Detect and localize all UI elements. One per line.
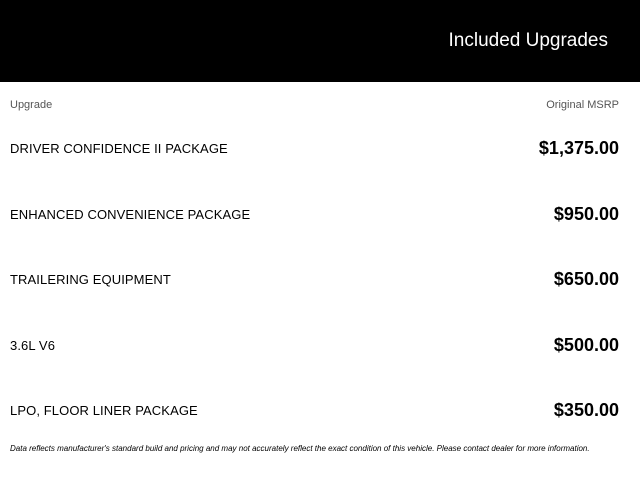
column-header-upgrade: Upgrade xyxy=(10,99,53,111)
upgrade-name: DRIVER CONFIDENCE II PACKAGE xyxy=(10,141,228,157)
upgrade-row xyxy=(10,313,619,379)
column-header-msrp: Original MSRP xyxy=(546,99,619,111)
upgrade-name: 3.6L V6 xyxy=(10,337,56,353)
upgrade-name: TRAILERING EQUIPMENT xyxy=(10,272,171,288)
upgrade-price: $650.00 xyxy=(553,269,619,290)
upgrade-price: $950.00 xyxy=(553,203,619,224)
upgrade-row xyxy=(10,247,619,313)
upgrade-price: $350.00 xyxy=(553,400,619,421)
page-title: Included Upgrades xyxy=(448,30,608,51)
pricing-disclaimer: Data reflects manufacturer's standard build and pricing and may not accurately reflect the exact condition of this vehicle. Please contact dealer for more information. xyxy=(10,444,590,453)
table-column-headers xyxy=(10,99,619,113)
upgrades-header xyxy=(0,0,640,82)
upgrades-list xyxy=(10,116,619,444)
upgrade-row xyxy=(10,378,619,444)
upgrade-name: LPO, FLOOR LINER PACKAGE xyxy=(10,403,198,419)
upgrade-row xyxy=(10,116,619,182)
upgrade-price: $500.00 xyxy=(553,334,619,355)
upgrade-price: $1,375.00 xyxy=(538,138,619,159)
upgrade-name: ENHANCED CONVENIENCE PACKAGE xyxy=(10,206,251,222)
upgrade-row xyxy=(10,182,619,248)
